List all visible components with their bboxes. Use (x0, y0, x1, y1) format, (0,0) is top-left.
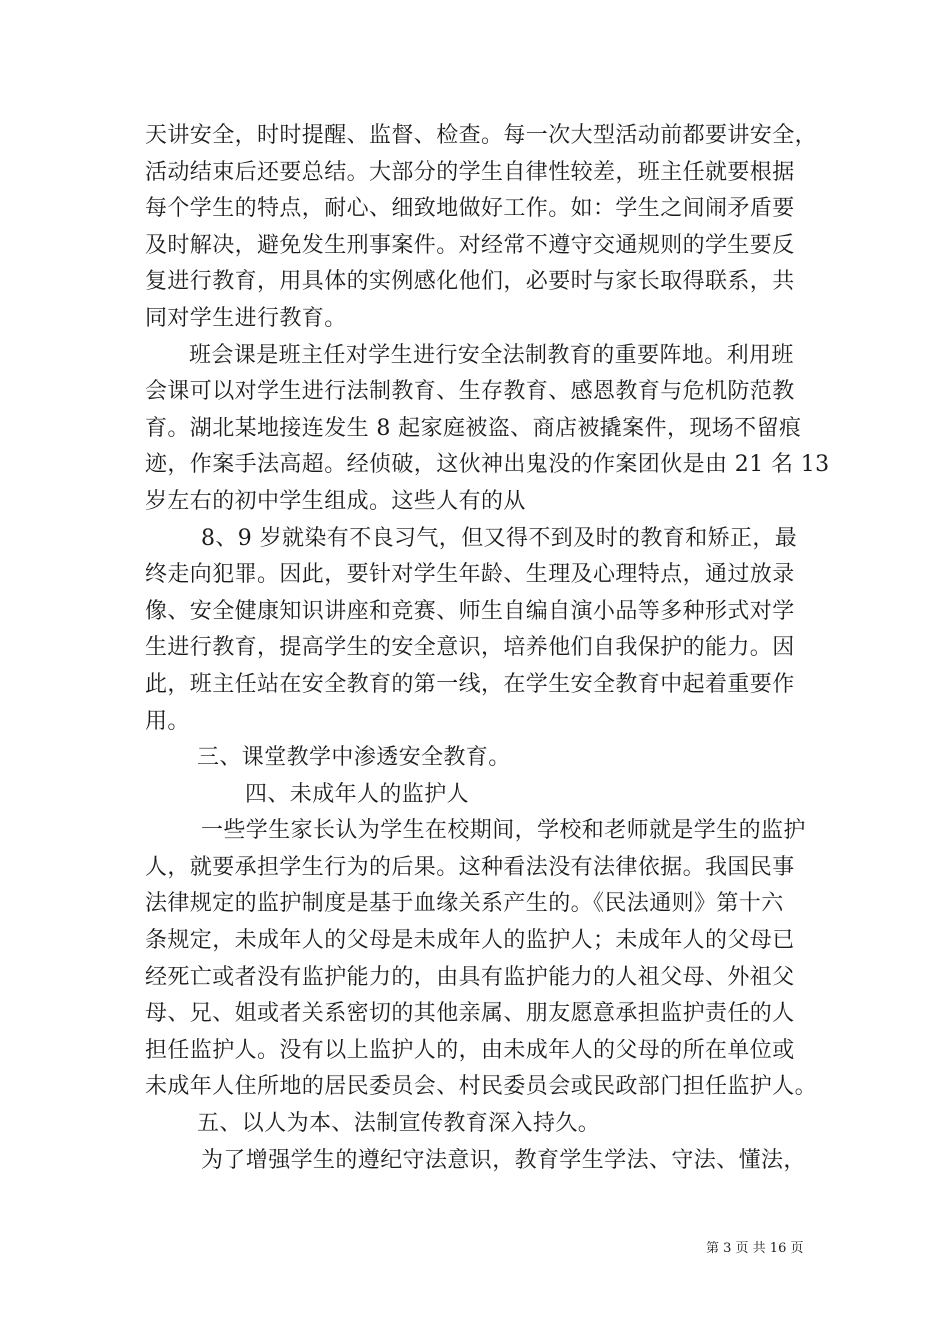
section-heading-4: 四、未成年人的监护人 (245, 781, 470, 807)
text-line: 担任监护人。没有以上监护人的，由未成年人的父母的所在单位或 (145, 1037, 795, 1063)
paragraph-start-line: 为了增强学生的遵纪守法意识，教育学生学法、守法、懂法， (201, 1147, 806, 1173)
text-line: 及时解决，避免发生刑事案件。对经常不遵守交通规则的学生要反 (145, 232, 795, 258)
text-line: 未成年人住所地的居民委员会、村民委员会或民政部门担任监护人。 (145, 1074, 818, 1100)
text-line: 经死亡或者没有监护能力的，由具有监护能力的人祖父母、外祖父 (145, 964, 795, 990)
text-line: 条规定，未成年人的父母是未成年人的监护人；未成年人的父母已 (145, 928, 795, 954)
text-line: 育。湖北某地接连发生 8 起家庭被盗、商店被撬案件，现场不留痕 (145, 415, 802, 441)
text-line: 会课可以对学生进行法制教育、生存教育、感恩教育与危机防范教 (145, 379, 795, 405)
section-heading-5: 五、以人为本、法制宣传教育深入持久。 (197, 1111, 601, 1137)
text-line: 母、兄、姐或者关系密切的其他亲属、朋友愿意承担监护责任的人 (145, 1001, 795, 1027)
text-line: 此，班主任站在安全教育的第一线，在学生安全教育中起着重要作 (145, 671, 795, 697)
text-line: 岁左右的初中学生组成。这些人有的从 (145, 488, 526, 514)
document-body (145, 118, 830, 1179)
text-line: 活动结束后还要总结。大部分的学生自律性较差，班主任就要根据 (145, 159, 795, 185)
text-line: 法律规定的监护制度是基于血缘关系产生的。《民法通则》第十六 (145, 891, 784, 917)
text-line: 用。 (145, 708, 190, 734)
text-line: 像、安全健康知识讲座和竞赛、师生自编自演小品等多种形式对学 (145, 598, 795, 624)
paragraph-start-line: 一些学生家长认为学生在校期间，学校和老师就是学生的监护 (201, 818, 806, 844)
text-line: 同对学生进行教育。 (145, 305, 347, 331)
section-heading-3: 三、课堂教学中渗透安全教育。 (197, 745, 511, 771)
paragraph-start-line: 8、9 岁就染有不良习气，但又得不到及时的教育和矫正，最 (201, 525, 798, 551)
paragraph-start-line: 班会课是班主任对学生进行安全法制教育的重要阵地。利用班 (189, 342, 794, 368)
text-line: 人，就要承担学生行为的后果。这种看法没有法律依据。我国民事 (145, 854, 795, 880)
text-line: 迹，作案手法高超。经侦破，这伙神出鬼没的作案团伙是由 21 名 13 (145, 452, 830, 478)
text-line: 终走向犯罪。因此，要针对学生年龄、生理及心理特点，通过放录 (145, 562, 795, 588)
page-number-footer: 第 3 页 共 16 页 (706, 1241, 804, 1256)
text-line: 天讲安全，时时提醒、监督、检查。每一次大型活动前都要讲安全， (145, 123, 818, 148)
text-line: 每个学生的特点，耐心、细致地做好工作。如：学生之间闹矛盾要 (145, 196, 795, 222)
text-line: 复进行教育，用具体的实例感化他们，必要时与家长取得联系，共 (145, 269, 795, 295)
text-line: 生进行教育，提高学生的安全意识，培养他们自我保护的能力。因 (145, 635, 795, 661)
